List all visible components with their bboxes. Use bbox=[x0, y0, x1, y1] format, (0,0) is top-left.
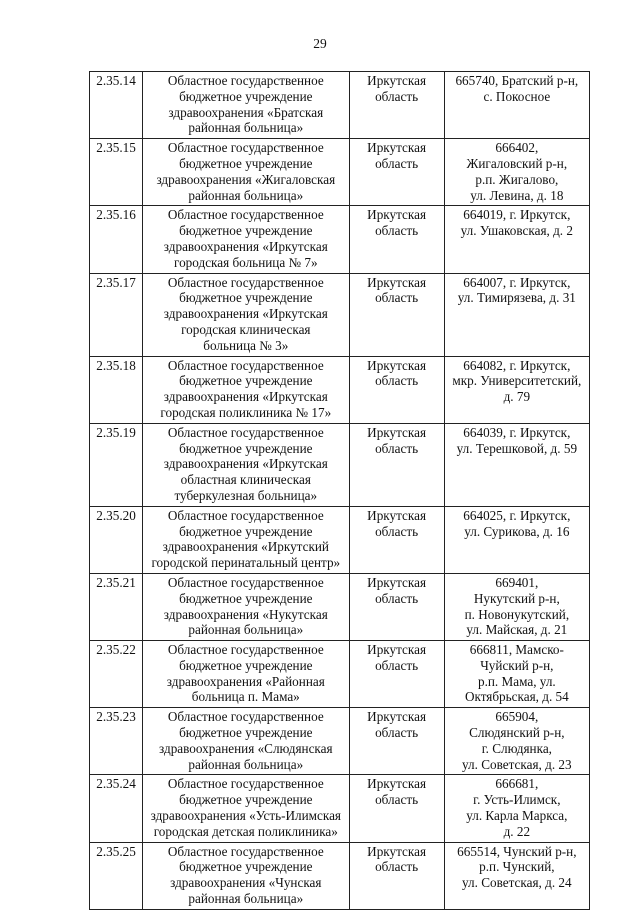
row-number-cell: 2.35.23 bbox=[90, 708, 143, 775]
address-cell bbox=[444, 72, 589, 139]
institution-name-line: Областное государственное bbox=[167, 507, 324, 523]
address-line: 669401, bbox=[495, 574, 539, 590]
address-line: 664082, г. Иркутск, bbox=[463, 357, 571, 373]
institution-name-line: бюджетное учреждение bbox=[179, 440, 313, 456]
institution-name-line: районная больница» bbox=[188, 756, 304, 772]
address-line: г. Слюдянка, bbox=[481, 740, 552, 756]
institution-name-cell bbox=[143, 842, 349, 909]
institution-name-line: бюджетное учреждение bbox=[179, 290, 313, 306]
address-cell bbox=[444, 708, 589, 775]
address-line: 666681, bbox=[495, 776, 539, 792]
institution-name-cell bbox=[143, 708, 349, 775]
address-line: г. Усть-Илимск, bbox=[473, 792, 561, 808]
region-line: Иркутская bbox=[367, 274, 427, 290]
address-line: р.п. Чунский, bbox=[479, 859, 555, 875]
address-line: ул. Майская, д. 21 bbox=[466, 622, 568, 638]
row-number-cell: 2.35.16 bbox=[90, 206, 143, 273]
institution-name-line: Областное государственное bbox=[167, 843, 324, 859]
institution-name-line: Областное государственное bbox=[167, 207, 324, 223]
region-line: область bbox=[375, 725, 419, 741]
region-cell bbox=[349, 573, 444, 640]
address-line: р.п. Мама, ул. bbox=[477, 673, 556, 689]
address-cell bbox=[444, 641, 589, 708]
institution-name-line: туберкулезная больница» bbox=[174, 487, 318, 503]
region-line: область bbox=[375, 155, 419, 171]
row-number-cell: 2.35.18 bbox=[90, 356, 143, 423]
registry-table-body bbox=[90, 72, 590, 910]
address-line: Нукутский р-н, bbox=[473, 590, 560, 606]
address-line: ул. Советская, д. 24 bbox=[462, 875, 572, 891]
table-row bbox=[90, 139, 590, 206]
institution-name-line: Областное государственное bbox=[167, 574, 324, 590]
address-line: Жигаловский р-н, bbox=[466, 155, 568, 171]
region-line: область bbox=[375, 590, 419, 606]
address-line: 664007, г. Иркутск, bbox=[463, 274, 571, 290]
region-line: Иркутская bbox=[367, 642, 427, 658]
address-line: 664019, г. Иркутск, bbox=[463, 207, 571, 223]
institution-name-line: бюджетное учреждение bbox=[179, 859, 313, 875]
row-number-cell: 2.35.14 bbox=[90, 72, 143, 139]
address-line: п. Новонукутский, bbox=[464, 606, 570, 622]
institution-name-cell bbox=[143, 206, 349, 273]
table-row bbox=[90, 72, 590, 139]
institution-name-line: Областное государственное bbox=[167, 642, 324, 658]
address-line: ул. Советская, д. 23 bbox=[462, 756, 572, 772]
region-cell bbox=[349, 708, 444, 775]
row-number-cell: 2.35.19 bbox=[90, 423, 143, 506]
region-cell bbox=[349, 139, 444, 206]
row-number-cell: 2.35.15 bbox=[90, 139, 143, 206]
institution-name-line: Областное государственное bbox=[167, 776, 324, 792]
region-line: Иркутская bbox=[367, 574, 427, 590]
address-line: р.п. Жигалово, bbox=[475, 171, 559, 187]
institution-name-line: бюджетное учреждение bbox=[179, 725, 313, 741]
address-cell bbox=[444, 356, 589, 423]
institution-name-line: больница № 3» bbox=[203, 337, 289, 353]
institution-name-line: здравоохранения «Районная bbox=[166, 673, 325, 689]
region-cell bbox=[349, 641, 444, 708]
region-line: Иркутская bbox=[367, 507, 427, 523]
address-line: Слюдянский р-н, bbox=[469, 725, 565, 741]
institution-name-line: Областное государственное bbox=[167, 424, 324, 440]
region-line: Иркутская bbox=[367, 140, 427, 156]
institution-name-line: районная больница» bbox=[188, 891, 304, 907]
institution-name-cell bbox=[143, 506, 349, 573]
row-number-cell: 2.35.21 bbox=[90, 573, 143, 640]
institution-name-line: здравоохранения «Иркутская bbox=[163, 456, 328, 472]
row-number-cell: 2.35.17 bbox=[90, 273, 143, 356]
region-line: Иркутская bbox=[367, 776, 427, 792]
institution-name-line: бюджетное учреждение bbox=[179, 590, 313, 606]
region-line: Иркутская bbox=[367, 73, 427, 88]
address-line: 664039, г. Иркутск, bbox=[463, 424, 571, 440]
address-line: 665740, Братский р-н, bbox=[455, 73, 579, 88]
address-cell bbox=[444, 842, 589, 909]
region-line: область bbox=[375, 792, 419, 808]
institution-name-line: бюджетное учреждение bbox=[179, 223, 313, 239]
region-line: Иркутская bbox=[367, 357, 427, 373]
institution-name-line: здравоохранения «Иркутская bbox=[163, 306, 328, 322]
institution-name-line: здравоохранения «Жигаловская bbox=[156, 171, 336, 187]
institution-name-line: здравоохранения «Братская bbox=[168, 104, 324, 120]
institution-name-cell bbox=[143, 641, 349, 708]
institution-name-line: районная больница» bbox=[188, 187, 304, 203]
institution-name-line: здравоохранения «Чунская bbox=[170, 875, 322, 891]
table-row bbox=[90, 506, 590, 573]
table-row bbox=[90, 573, 590, 640]
address-line: д. 79 bbox=[503, 389, 531, 405]
institution-name-line: бюджетное учреждение bbox=[179, 88, 313, 104]
institution-name-line: здравоохранения «Усть-Илимская bbox=[150, 808, 341, 824]
address-line: д. 22 bbox=[503, 823, 531, 839]
table-row bbox=[90, 775, 590, 842]
address-line: 665904, bbox=[495, 709, 539, 725]
region-cell bbox=[349, 356, 444, 423]
address-line: ул. Тимирязева, д. 31 bbox=[457, 290, 576, 306]
address-line: 666811, Мамско- bbox=[469, 642, 564, 658]
institution-name-line: Областное государственное bbox=[167, 357, 324, 373]
institution-name-cell bbox=[143, 573, 349, 640]
institution-name-cell bbox=[143, 273, 349, 356]
institution-name-cell bbox=[143, 72, 349, 139]
address-line: с. Покосное bbox=[483, 88, 551, 104]
institution-name-line: здравоохранения «Слюдянская bbox=[159, 740, 333, 756]
institution-name-cell bbox=[143, 356, 349, 423]
row-number-cell: 2.35.22 bbox=[90, 641, 143, 708]
region-line: область bbox=[375, 88, 419, 104]
address-cell bbox=[444, 139, 589, 206]
region-cell bbox=[349, 775, 444, 842]
address-line: Чуйский р-н, bbox=[480, 657, 554, 673]
institution-name-line: бюджетное учреждение bbox=[179, 373, 313, 389]
table-row bbox=[90, 842, 590, 909]
row-number-cell: 2.35.20 bbox=[90, 506, 143, 573]
address-cell bbox=[444, 423, 589, 506]
institution-name-line: бюджетное учреждение bbox=[179, 155, 313, 171]
institution-name-line: городская детская поликлиника» bbox=[153, 823, 338, 839]
region-line: область bbox=[375, 290, 419, 306]
region-line: область bbox=[375, 859, 419, 875]
region-line: область bbox=[375, 223, 419, 239]
institution-name-line: городская поликлиника № 17» bbox=[160, 404, 332, 420]
address-line: ул. Сурикова, д. 16 bbox=[464, 523, 570, 539]
address-line: ул. Терешковой, д. 59 bbox=[456, 440, 578, 456]
address-line: ул. Ушаковская, д. 2 bbox=[460, 223, 573, 239]
address-line: ул. Левина, д. 18 bbox=[470, 187, 564, 203]
region-line: Иркутская bbox=[367, 207, 427, 223]
registry-table bbox=[89, 71, 590, 910]
region-line: Иркутская bbox=[367, 843, 427, 859]
institution-name-line: городская больница № 7» bbox=[174, 254, 318, 270]
address-cell bbox=[444, 506, 589, 573]
region-cell bbox=[349, 72, 444, 139]
region-line: Иркутская bbox=[367, 709, 427, 725]
table-row bbox=[90, 641, 590, 708]
institution-name-line: Областное государственное bbox=[167, 73, 324, 88]
region-line: область bbox=[375, 373, 419, 389]
institution-name-line: Областное государственное bbox=[167, 709, 324, 725]
region-cell bbox=[349, 273, 444, 356]
institution-name-line: городской перинатальный центр» bbox=[151, 555, 341, 571]
region-line: область bbox=[375, 440, 419, 456]
institution-name-line: районная больница» bbox=[188, 622, 304, 638]
address-cell bbox=[444, 273, 589, 356]
institution-name-cell bbox=[143, 423, 349, 506]
address-line: 664025, г. Иркутск, bbox=[463, 507, 571, 523]
table-row bbox=[90, 423, 590, 506]
institution-name-line: Областное государственное bbox=[167, 274, 324, 290]
region-line: область bbox=[375, 523, 419, 539]
region-line: Иркутская bbox=[367, 424, 427, 440]
table-row bbox=[90, 206, 590, 273]
table-row bbox=[90, 273, 590, 356]
institution-name-line: Областное государственное bbox=[167, 140, 324, 156]
address-cell bbox=[444, 775, 589, 842]
institution-name-line: здравоохранения «Нукутская bbox=[163, 606, 328, 622]
institution-name-line: больница п. Мама» bbox=[191, 689, 300, 705]
institution-name-line: здравоохранения «Иркутская bbox=[163, 389, 328, 405]
address-cell bbox=[444, 206, 589, 273]
region-cell bbox=[349, 423, 444, 506]
region-cell bbox=[349, 206, 444, 273]
address-cell bbox=[444, 573, 589, 640]
institution-name-line: городская клиническая bbox=[181, 321, 311, 337]
row-number-cell: 2.35.25 bbox=[90, 842, 143, 909]
institution-name-line: бюджетное учреждение bbox=[179, 792, 313, 808]
table-row bbox=[90, 708, 590, 775]
region-cell bbox=[349, 842, 444, 909]
address-line: Октябрьская, д. 54 bbox=[464, 689, 569, 705]
institution-name-line: районная больница» bbox=[188, 120, 304, 136]
institution-name-line: здравоохранения «Иркутская bbox=[163, 238, 328, 254]
institution-name-line: бюджетное учреждение bbox=[179, 657, 313, 673]
page-number: 29 bbox=[313, 36, 327, 51]
table-row bbox=[90, 356, 590, 423]
region-line: область bbox=[375, 657, 419, 673]
address-line: мкр. Университетский, bbox=[452, 373, 582, 389]
institution-name-cell bbox=[143, 775, 349, 842]
row-number-cell: 2.35.24 bbox=[90, 775, 143, 842]
institution-name-line: областная клиническая bbox=[180, 472, 311, 488]
address-line: 666402, bbox=[495, 140, 539, 156]
institution-name-cell bbox=[143, 139, 349, 206]
institution-name-line: здравоохранения «Иркутский bbox=[162, 539, 329, 555]
address-line: 665514, Чунский р-н, bbox=[457, 843, 577, 859]
address-line: ул. Карла Маркса, bbox=[466, 808, 568, 824]
region-cell bbox=[349, 506, 444, 573]
institution-name-line: бюджетное учреждение bbox=[179, 523, 313, 539]
